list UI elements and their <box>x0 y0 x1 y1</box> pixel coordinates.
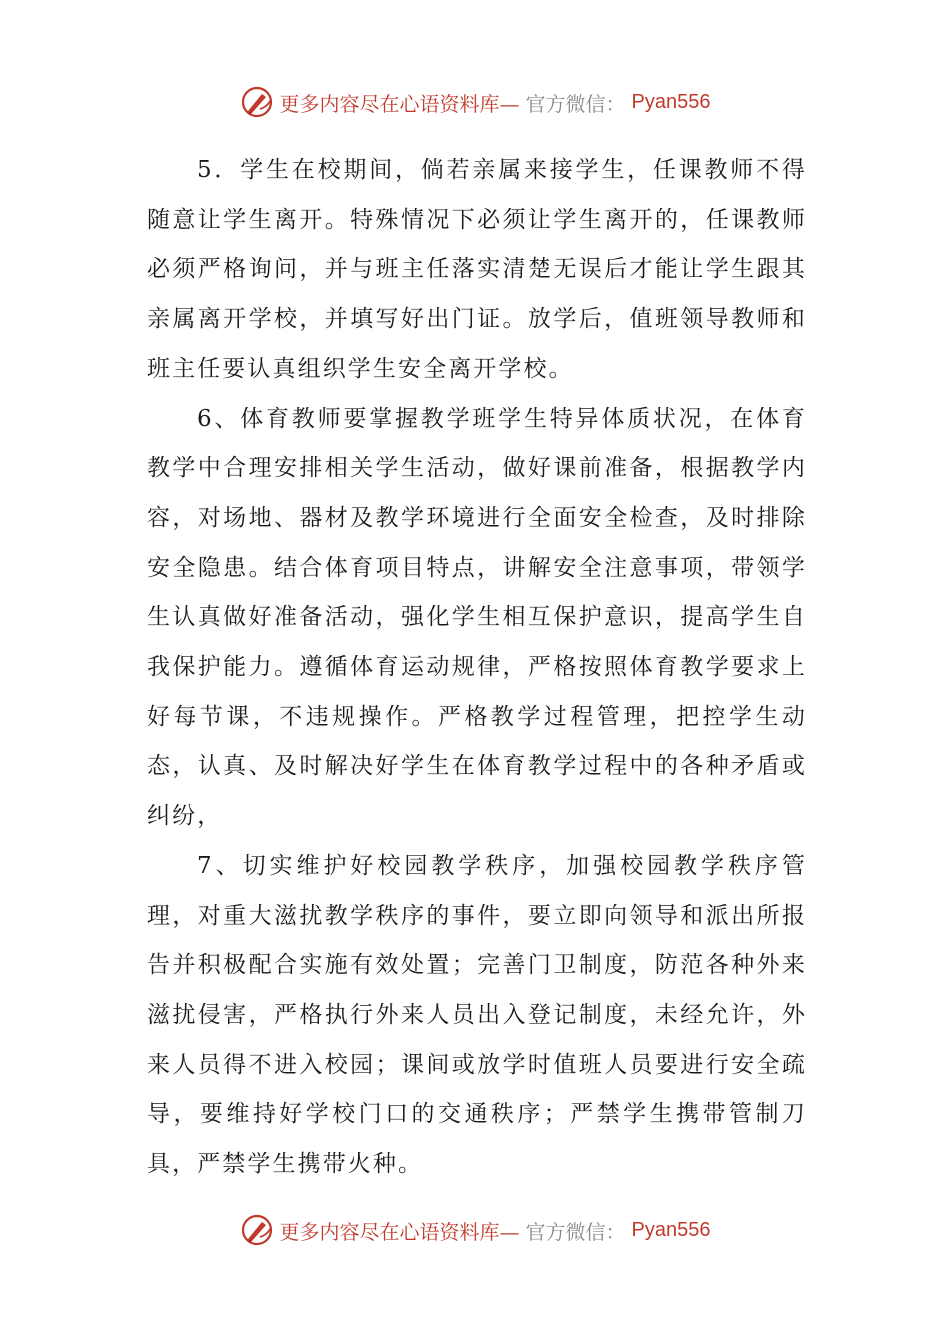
wechat-id: Pyan556 <box>631 1218 711 1241</box>
footer-banner <box>0 1210 950 1250</box>
pen-logo-icon <box>240 1213 274 1247</box>
paragraph-5: 5．学生在校期间，倘若亲属来接学生，任课教师不得随意让学生离开。特殊情况下必须让学生离开的，任课教师必须严格询问，并与班主任落实清楚无误后才能让学生跟其亲属离开学校，并填写好出门证。放学后，值班领导教师和班主任要认真组织学生安全离开学校。 <box>147 157 807 382</box>
document-body <box>147 146 807 1190</box>
paragraph-6: 6、体育教师要掌握教学班学生特异体质状况，在体育教学中合理安排相关学生活动，做好课前准备，根据教学内容，对场地、器材及教学环境进行全面安全检查，及时排除安全隐患。结合体育项目特点，讲解安全注意事项，带领学生认真做好准备活动，强化学生相互保护意识，提高学生自我保护能力。遵循体育运动规律，严格按照体育教学要求上好每节课，不违规操作。严格教学过程管理，把控学生动态，认真、及时解决好学生在体育教学过程中的各种矛盾或纠纷， <box>147 405 807 830</box>
banner-text: 更多内容尽在心语资料库— <box>279 91 520 116</box>
pen-logo-icon <box>240 85 274 119</box>
wechat-label: 官方微信： <box>525 1219 626 1244</box>
header-banner <box>0 82 950 122</box>
banner-text: 更多内容尽在心语资料库— <box>279 1219 520 1244</box>
paragraph-7: 7、切实维护好校园教学秩序，加强校园教学秩序管理，对重大滋扰教学秩序的事件，要立即向领导和派出所报告并积极配合实施有效处置；完善门卫制度，防范各种外来滋扰侵害，严格执行外来人员出入登记制度，未经允许，外来人员得不进入校园；课间或放学时值班人员要进行安全疏导，要维持好学校门口的交通秩序；严禁学生携带管制刀具，严禁学生携带火种。 <box>147 852 807 1178</box>
wechat-label: 官方微信： <box>525 91 626 116</box>
wechat-id: Pyan556 <box>631 90 711 113</box>
